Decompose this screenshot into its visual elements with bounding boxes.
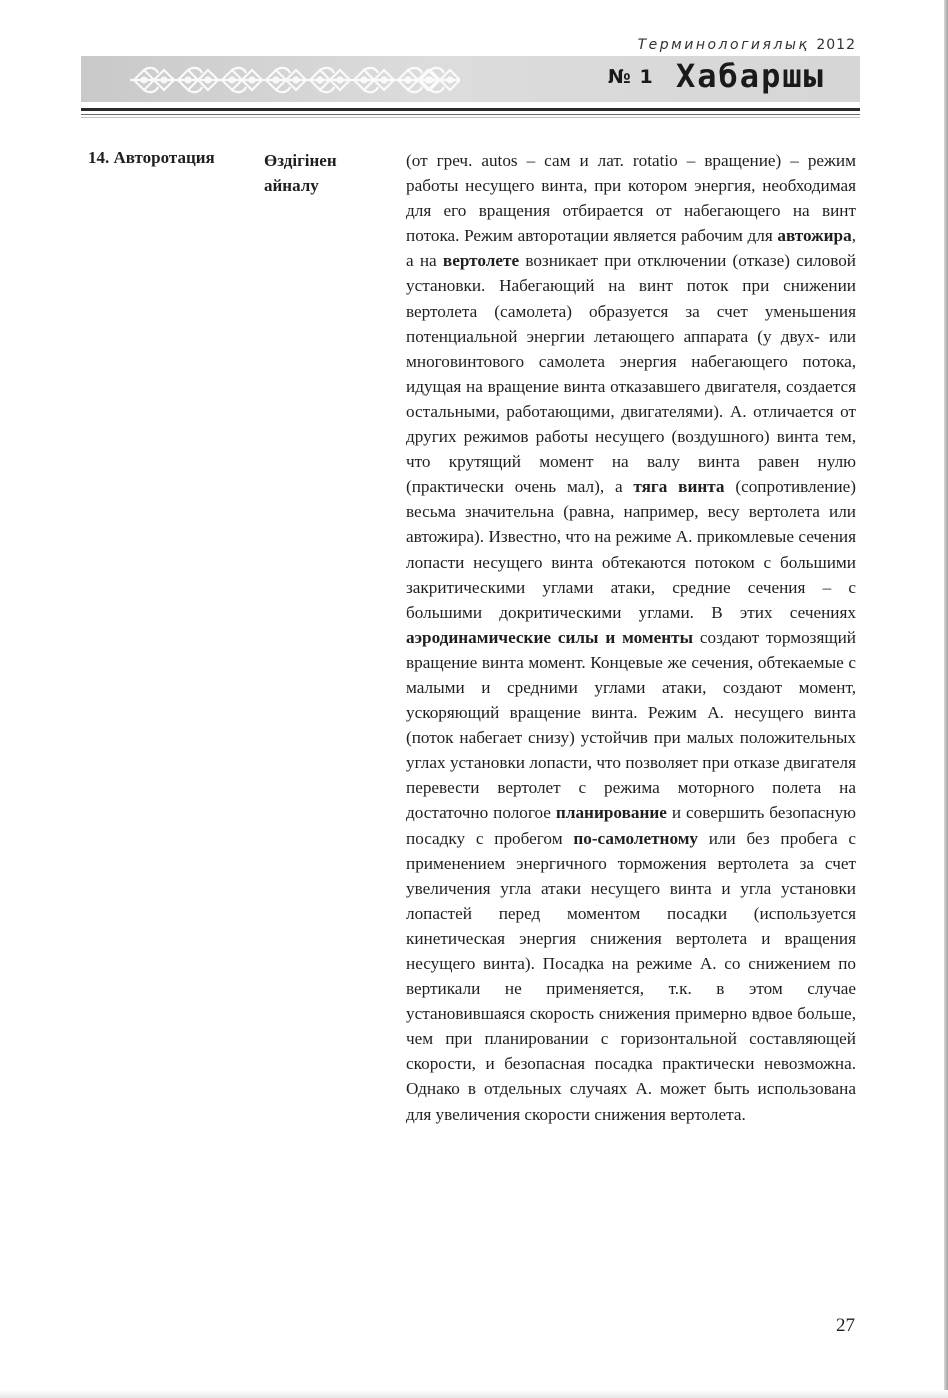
definition-text: (сопротивление) весьма значительна (равна, например, весу вертолета или автожира). Известно, что на режиме А. прикомлевые сечения лопасти несущего винта обтекаются потоком с большими закритическими углами атаки, средние сечения – с большими докритическими углами. В этих сечениях — [406, 477, 857, 622]
definition-text: , а на — [406, 226, 856, 271]
magazine-title: Хабаршы — [676, 57, 825, 95]
entry-term-kazakh-line1: Өздігінен — [264, 151, 337, 170]
definition-bold-term: аэродинамические силы и моменты — [406, 627, 693, 647]
definition-bold-term: по-самолетному — [573, 828, 699, 848]
definition-bold-term: автожира — [777, 226, 852, 246]
header-rule-thin — [81, 114, 860, 115]
entry-term-kazakh-line2: айналу — [264, 176, 319, 195]
definition-text: возникает при отключении (отказе) силовой установки. Набегающий на винт поток при снижении вертолета (самолета) образуется за счет уменьшения потенциальной энергии летающего аппарата (у двух- или многовинтового самолета энергия набегающего потока, идущая на вращение винта отказавшего двигателя, создается остальными, работающими, двигателями). А. отличается от других режимов работы несущего (воздушного) винта тем, что крутящий момент на валу винта равен нулю (практически очень мал), а — [406, 251, 856, 497]
page-edge — [944, 0, 948, 1398]
header-rule — [81, 108, 860, 111]
page-number: 27 — [836, 1315, 855, 1336]
entry-definition — [406, 148, 856, 1127]
definition-bold-term: вертолете — [442, 251, 520, 271]
definition-text: создают тормозящий вращение винта момент. Концевые же сечения, обтекаемые с малыми и средними углами атаки, создают момент, ускоряющий вращение винта. Режим А. несущего винта (поток набегает снизу) устойчив при малых положительных углах установки лопасти, что позволяет при отказе двигателя перевести вертолет с режима моторного полета на достаточно пологое — [406, 627, 856, 823]
definition-text: или без пробега с применением энергичного торможения вертолета за счет увеличения угла атаки несущего винта и угла установки лопастей перед моментом посадки (используется кинетическая энергия снижения вертолета и вращения несущего винта). Посадка на режиме А. со снижением по вертикали не применяется, т.к. в этом случае установившаяся скорость снижения примерно вдвое больше, чем при планировании с горизонтальной составляющей скорости, и безопасная посадка практически невозможна. Однако в отдельных случаях А. может быть использована для увеличения скорости снижения вертолета. — [406, 828, 856, 1124]
entry-term-kazakh — [264, 148, 384, 198]
definition-bold-term: планирование — [555, 803, 667, 823]
header-rule-faint — [81, 117, 860, 118]
journal-name — [638, 37, 856, 53]
entry-term: 14. Авторотация — [88, 148, 215, 167]
ornament-pattern — [130, 64, 460, 96]
page-bottom-edge — [0, 1390, 948, 1398]
definition-text: и совершить безопасную посадку с пробегом — [406, 803, 856, 848]
issue-number: № 1 — [608, 66, 654, 88]
journal-year: 2012 — [816, 37, 856, 53]
journal-name-text: Терминологиялық — [637, 37, 810, 53]
definition-bold-term: тяга винта — [633, 477, 725, 497]
definition-text: (от греч. autos – сам и лат. rotatio – вращение) – режим работы несущего винта, при котором энергия, необходимая для его вращения отбирается от набегающего на винт потока. Режим авторотации является рабочим для — [406, 151, 856, 246]
